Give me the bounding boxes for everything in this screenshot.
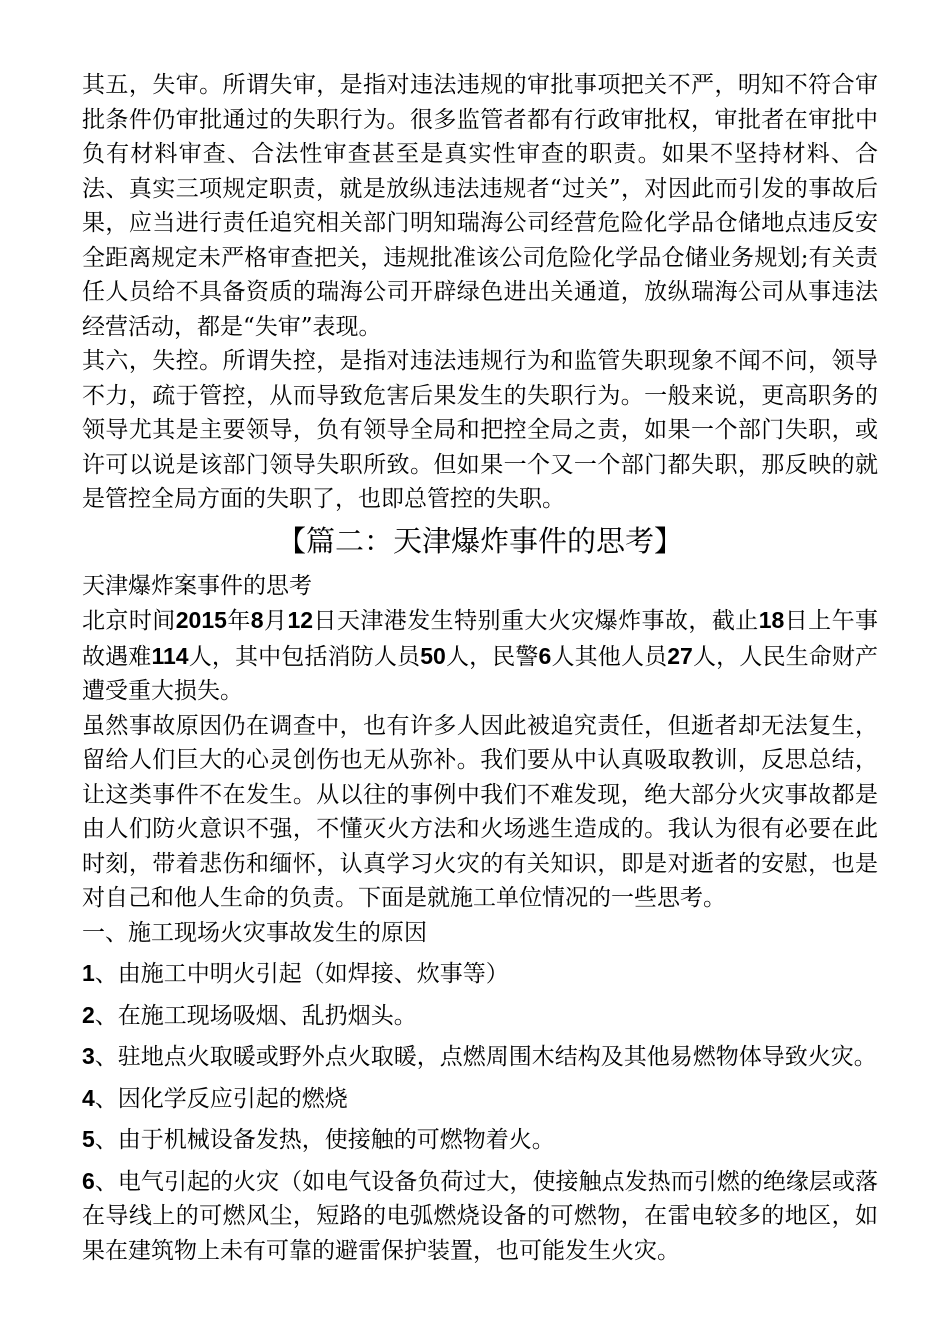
causes-list [82,956,878,1268]
list-item [82,998,878,1034]
list-item-number: 5 [82,1126,95,1152]
intro-text: 人，人民生命财产遭受重大损失。 [82,643,879,704]
list-item-text: 、由于机械设备发热，使接触的可燃物着火。 [94,1127,555,1153]
intro-text: 月 [263,608,288,634]
intro-number: 6 [538,642,552,669]
article-subtitle: 天津爆炸案事件的思考 [82,572,312,599]
intro-text: 年 [226,608,251,634]
intro-text: 北京时间 [82,608,176,634]
intro-number: 27 [667,642,693,669]
intro-number: 114 [151,642,189,669]
list-item [82,1122,878,1158]
list-item-text: 、因化学反应引起的燃烧 [94,1085,348,1112]
list-item-number: 3 [82,1043,95,1069]
intro-number: 12 [287,607,314,633]
intro-number: 2015 [175,607,227,633]
intro-text: 人，民警 [445,643,539,670]
intro-text: 人其他人员 [551,643,668,670]
list-item-text: 、驻地点火取暖或野外点火取暖，点燃周围木结构及其他易燃物体导致火灾。 [94,1044,877,1070]
paragraph-sixth-point: 其六，失控。所谓失控，是指对违法违规行为和监管失职现象不闻不问，领导不力，疏于管控，从而导致危害后果发生的失职行为。一般来说，更高职务的领导尤其是主要领导，负有领导全局和把控全局之责，如果一个部门失职，或许可以说是该部门领导失职所致。但如果一个又一个部门都失职，那反映的就是管控全局方面的失职了，也即总管控的失职。 [82,348,878,512]
list-item [82,1164,878,1269]
list-item-text: 、由施工中明火引起（如焊接、炊事等） [94,961,509,987]
list-item-number: 4 [82,1084,95,1111]
intro-text: 日天津港发生特别重大火灾爆炸事故，截止 [313,608,759,634]
list-item-text: 、在施工现场吸烟、乱扔烟头。 [94,1002,417,1029]
intro-text: 日上午事故遇难 [82,608,879,670]
intro-text: 人，其中包括消防人员 [188,643,421,670]
section-title: 【篇二：天津爆炸事件的思考】 [276,523,683,558]
list-item [82,956,878,992]
paragraph-fifth-point: 其五，失审。所谓失审，是指对违法违规的审批事项把关不严，明知不符合审批条件仍审批通过的失职行为。很多监管者都有行政审批权，审批者在审批中负有材料审查、合法性审查甚至是真实性审查的职责。如果不坚持材料、合法、真实三项规定职责，就是放纵违法违规者“过关”，对因此而引发的事故后果，应当进行责任追究相关部门明知瑞海公司经营危险化学品仓储地点违反安全距离规定未严格审查把关，违规批准该公司危险化学品仓储业务规划;有关责任人员给不具备资质的瑞海公司开辟绿色进出关通道，放纵瑞海公司从事违法经营活动，都是“失审”表现。 [82,72,878,340]
document-page [82,68,878,1274]
intro-number: 8 [250,607,264,633]
list-item [82,1039,878,1075]
intro-number: 50 [420,642,446,669]
intro-number: 18 [758,607,785,633]
paragraph-intro [82,603,878,709]
list-item [82,1081,878,1117]
list-item-number: 6 [82,1167,95,1194]
list-item-text: 、电气引起的火灾（如电气设备负荷过大，使接触点发热而引燃的绝缘层或落在导线上的可燃风尘，短路的电弧燃烧设备的可燃物，在雷电较多的地区，如果在建筑物上未有可靠的避雷保护装置，也可能发生火灾。 [82,1168,878,1264]
paragraph-reflection: 虽然事故原因仍在调查中，也有许多人因此被追究责任，但逝者却无法复生，留给人们巨大的心灵创伤也无从弥补。我们要从中认真吸取教训，反思总结，让这类事件不在发生。从以往的事例中我们不难发现，绝大部分火灾事故都是由人们防火意识不强，不懂灭火方法和火场逃生造成的。我认为很有必要在此时刻，带着悲伤和缅怀，认真学习火灾的有关知识，即是对逝者的安慰，也是对自己和他人生命的负责。下面是就施工单位情况的一些思考。 [82,712,878,911]
heading-fire-causes: 一、施工现场火灾事故发生的原因 [82,919,427,946]
list-item-number: 2 [82,1001,95,1028]
list-item-number: 1 [82,960,95,986]
